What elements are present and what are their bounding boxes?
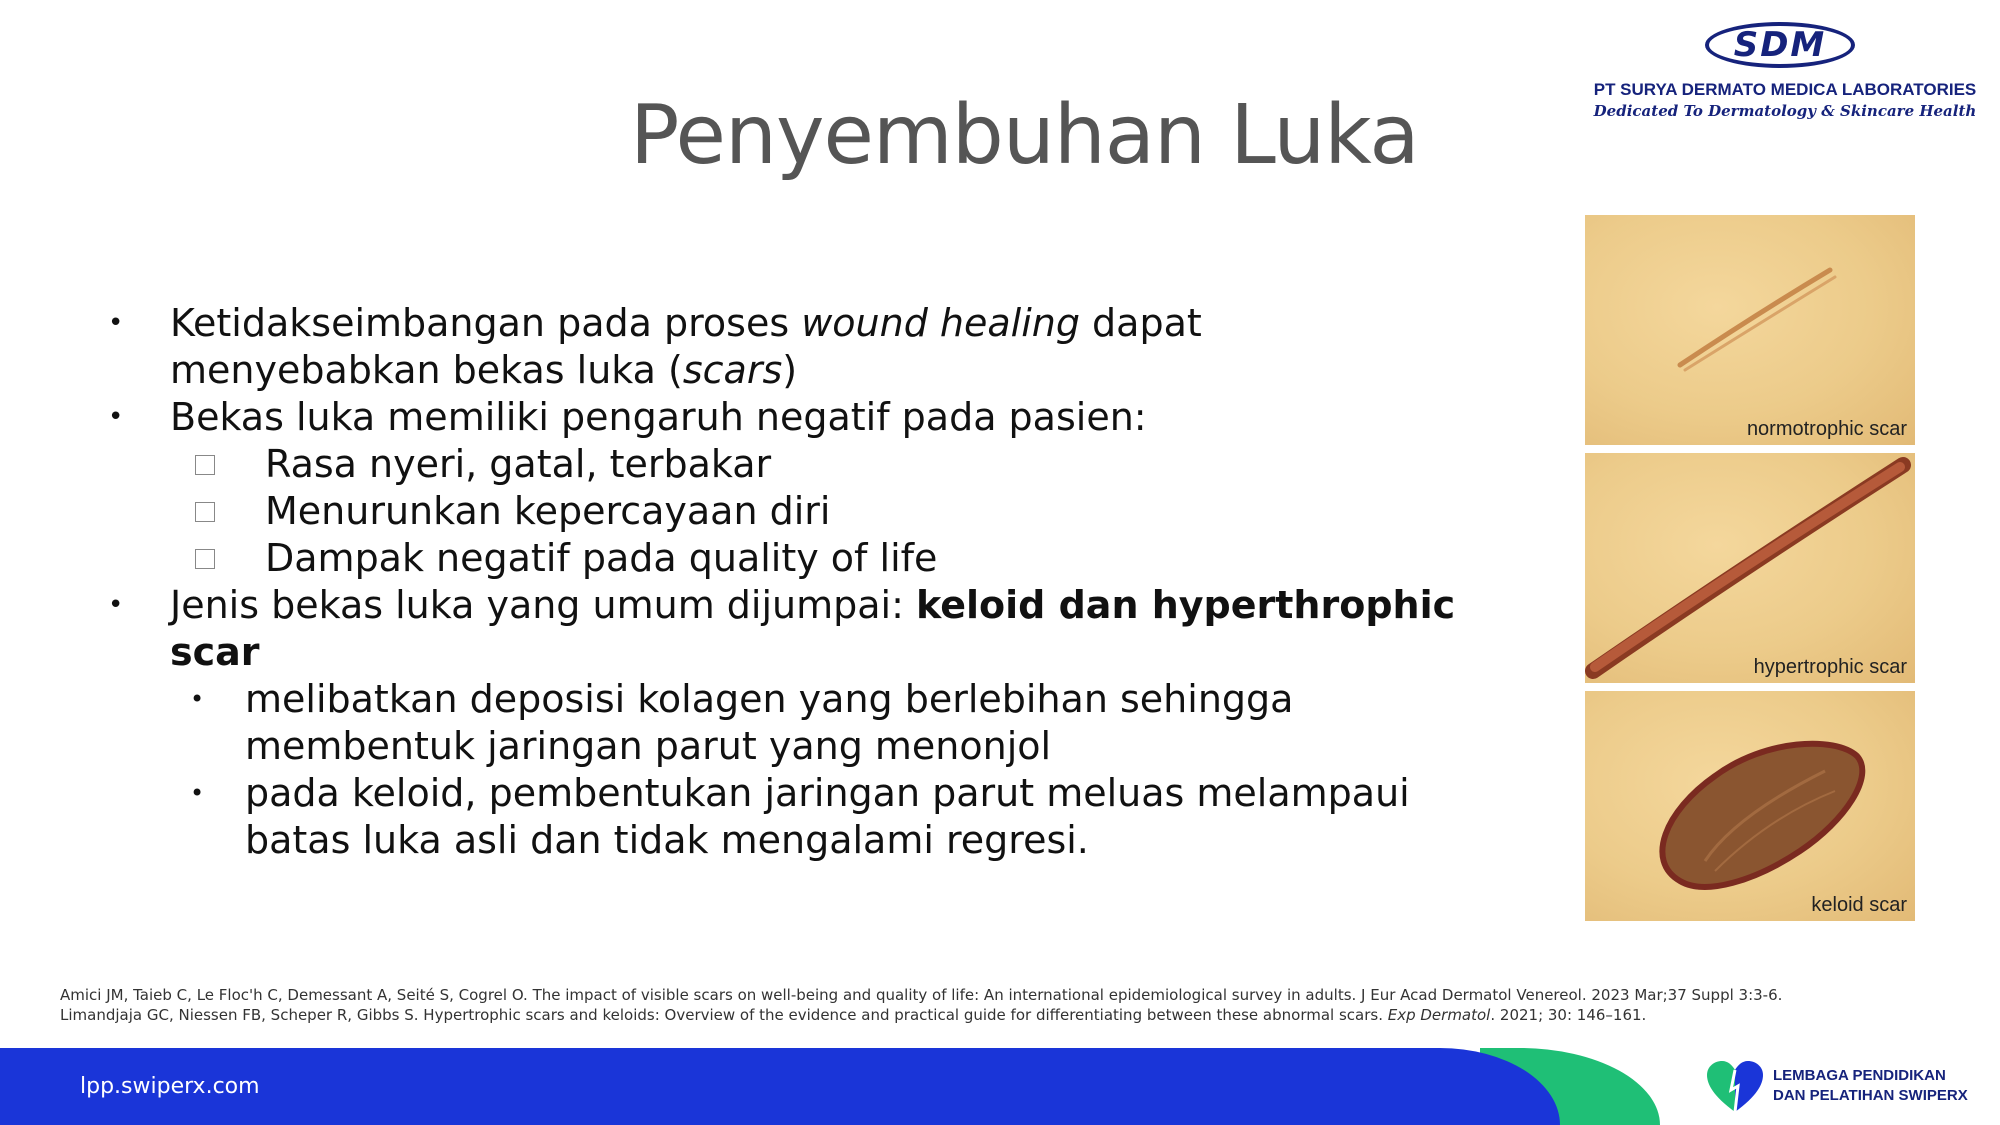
- scar-label: keloid scar: [1811, 894, 1907, 916]
- reference-1: Amici JM, Taieb C, Le Floc'h C, Demessant A, Seité S, Cogrel O. The impact of visible scars on well-being and quality of life: An international epidemiological survey in adults. J Eur Acad Dermatol Venereol. 2023 Mar;37 Suppl 3:3-6.: [60, 986, 1783, 1004]
- sub-bullet-item: [100, 535, 1380, 582]
- sub-bullet-item: [100, 441, 1380, 488]
- logo-emblem: [1705, 22, 1855, 68]
- bullet-text: Bekas luka memiliki pengaruh negatif pada pasien:: [170, 395, 1147, 439]
- bullet-item: [100, 582, 1456, 676]
- bullet-text: ): [782, 348, 798, 392]
- checkbox-square-icon: [195, 502, 215, 522]
- sub-bullet-text: Menurunkan kepercayaan diri: [265, 489, 831, 533]
- bullet-bold: scar: [170, 630, 260, 674]
- bullet-dot-icon: •: [108, 308, 124, 338]
- heart-logo-icon: [1705, 1060, 1765, 1116]
- keloid-scar-image: [1585, 691, 1915, 921]
- hypertrophic-scar-image: [1585, 453, 1915, 683]
- sub-bullet-text: membentuk jaringan parut yang menonjol: [245, 724, 1052, 768]
- bullet-text: Ketidakseimbangan pada proses: [170, 301, 802, 345]
- sdm-logo: [1575, 20, 1995, 130]
- checkbox-square-icon: [195, 455, 215, 475]
- bullet-dot-icon: •: [108, 590, 124, 620]
- bullet-emphasis: scars: [682, 348, 783, 392]
- sub-bullet-text: batas luka asli dan tidak mengalami regresi.: [245, 818, 1089, 862]
- logo-tagline: Dedicated To Dermatology & Skincare Health: [1593, 102, 1977, 120]
- reference-text: . 2021; 30: 146–161.: [1490, 1006, 1647, 1024]
- sub-bullet-item: [100, 770, 1410, 864]
- sub-bullet-item: [100, 676, 1380, 770]
- bullet-text: Jenis bekas luka yang umum dijumpai:: [170, 583, 916, 627]
- logo-letters: SDM: [1733, 25, 1827, 65]
- bullet-dot-icon: •: [190, 685, 205, 713]
- sub-bullet-item: [100, 488, 1380, 535]
- bullet-list: [100, 300, 1456, 864]
- references: [60, 985, 1782, 1025]
- bullet-emphasis: wound healing: [801, 301, 1080, 345]
- swiperx-logo: [1705, 1060, 1995, 1120]
- bullet-bold: keloid dan hyperthrophic: [915, 583, 1456, 627]
- checkbox-square-icon: [195, 549, 215, 569]
- sub-bullet-text: Dampak negatif pada quality of life: [265, 536, 938, 580]
- bullet-item: [100, 300, 1380, 394]
- bullet-item: [100, 394, 1380, 441]
- sub-bullet-text: pada keloid, pembentukan jaringan parut meluas melampaui: [245, 771, 1410, 815]
- bullet-dot-icon: •: [108, 402, 124, 432]
- sub-bullet-text: melibatkan deposisi kolagen yang berlebihan sehingga: [245, 677, 1294, 721]
- normotrophic-scar-image: [1585, 215, 1915, 445]
- org-line: LEMBAGA PENDIDIKAN: [1773, 1067, 1946, 1084]
- reference-journal: Exp Dermatol: [1387, 1006, 1491, 1024]
- logo-company-name: PT SURYA DERMATO MEDICA LABORATORIES: [1593, 80, 1977, 99]
- normotrophic-scar-illustration: [1585, 215, 1915, 445]
- keloid-scar-illustration: [1585, 691, 1915, 921]
- hypertrophic-scar-illustration: [1585, 453, 1915, 683]
- reference-text: Limandjaja GC, Niessen FB, Scheper R, Gibbs S. Hypertrophic scars and keloids: Overview of the evidence and practical guide for differentiating between these abnormal scars.: [60, 1006, 1388, 1024]
- org-line: DAN PELATIHAN SWIPERX: [1773, 1087, 1968, 1104]
- bullet-text: menyebabkan bekas luka (: [170, 348, 683, 392]
- reference-2: [60, 1005, 1782, 1025]
- footer-url-link[interactable]: lpp.swiperx.com: [80, 1074, 260, 1099]
- sub-bullet-text: Rasa nyeri, gatal, terbakar: [265, 442, 772, 486]
- swiperx-org-name: [1773, 1066, 1968, 1106]
- bullet-dot-icon: •: [190, 779, 205, 807]
- scar-label: normotrophic scar: [1746, 418, 1907, 440]
- bullet-text: dapat: [1079, 301, 1202, 345]
- slide-title: Penyembuhan Luka: [630, 88, 1419, 183]
- scar-label: hypertrophic scar: [1753, 656, 1907, 678]
